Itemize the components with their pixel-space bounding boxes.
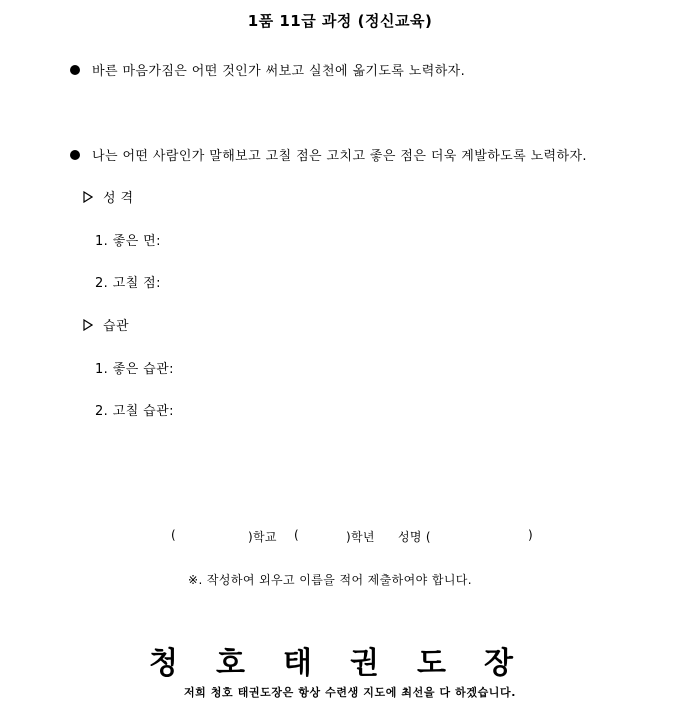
name-label: 성명 ( [398, 530, 431, 544]
bullet-item-2 [70, 145, 587, 164]
bullet-text: 나는 어떤 사람인가 말해보고 고칠 점은 고치고 좋은 점은 더욱 계발하도록 노력하자. [92, 149, 587, 164]
section-item: 2. 고칠 습관: [95, 404, 174, 419]
school-open-paren: ( [171, 528, 176, 542]
page-title: 1품 11급 과정 (정신교육) [247, 12, 433, 30]
section-item: 2. 고칠 점: [95, 276, 161, 291]
grade-label: )학년 [346, 530, 375, 544]
dojang-slogan: 저희 청호 태권도장은 항상 수련생 지도에 최선을 다 하겠습니다. [183, 686, 517, 699]
triangle-right-icon [83, 319, 93, 331]
bullet-text: 바른 마음가짐은 어떤 것인가 써보고 실천에 옮기도록 노력하자. [92, 64, 466, 79]
bullet-dot-icon [70, 65, 80, 75]
section-heading-habits: 습관 [83, 315, 129, 334]
name-close-paren: ) [528, 528, 533, 542]
section-item: 1. 좋은 면: [95, 234, 161, 249]
section-item: 1. 좋은 습관: [95, 362, 174, 377]
school-label: )학교 [248, 530, 277, 544]
bullet-dot-icon [70, 150, 80, 160]
bullet-item-1 [70, 60, 465, 79]
dojang-name: 청호태권도장 [149, 646, 551, 681]
grade-open-paren: ( [294, 528, 299, 542]
section-heading-personality: 성 격 [83, 187, 133, 206]
triangle-right-icon [83, 191, 93, 203]
submission-note: ※. 작성하여 외우고 이름을 적어 제출하여야 합니다. [188, 573, 473, 587]
